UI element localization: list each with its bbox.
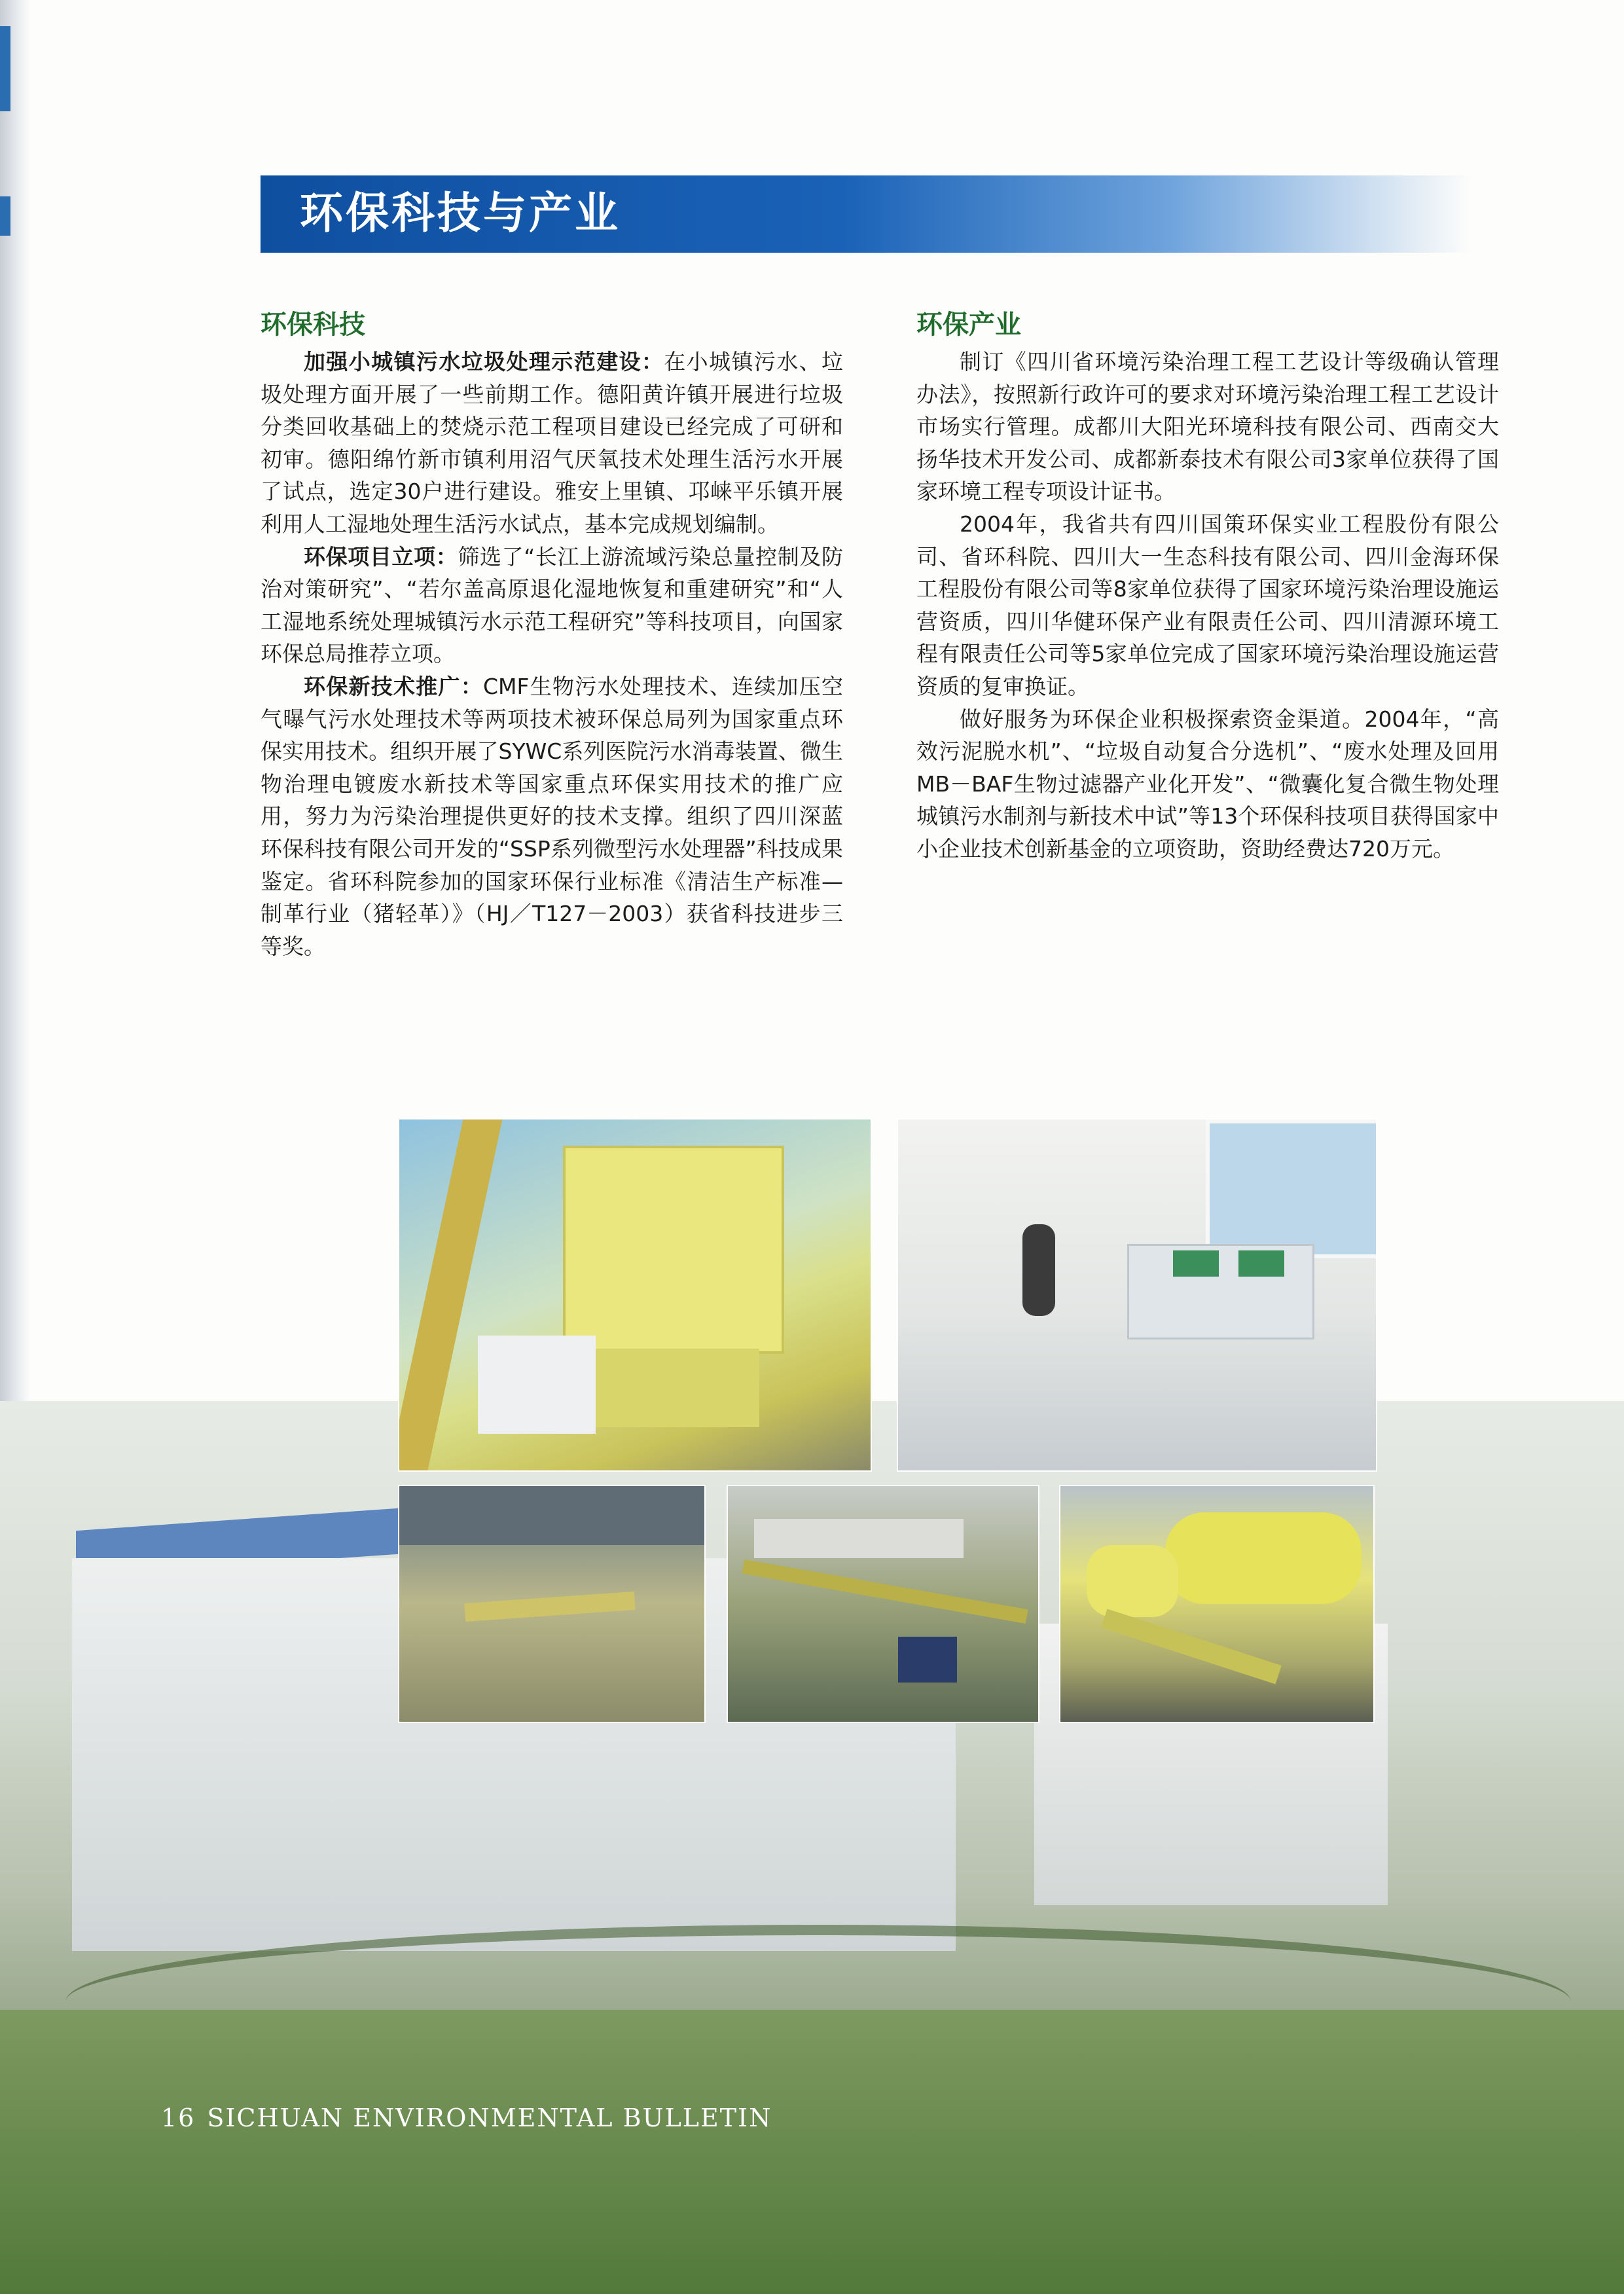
photo-conveyor-shed (398, 1485, 706, 1723)
photo-element (1127, 1244, 1314, 1339)
page-footer (161, 2102, 784, 2134)
left-heading: 环保科技 (261, 310, 365, 340)
photo-element (1206, 1120, 1377, 1258)
photo-element (464, 1592, 635, 1622)
paragraph (261, 541, 843, 670)
photo-element (1087, 1545, 1178, 1617)
right-heading: 环保产业 (916, 310, 1021, 340)
photo-element (1165, 1512, 1362, 1604)
paragraph (261, 346, 843, 541)
spine-mark (0, 26, 10, 111)
photo-element (589, 1349, 759, 1427)
section-banner (261, 175, 1471, 253)
section-title: 环保科技与产业 (300, 188, 621, 238)
photo-element (1238, 1250, 1284, 1277)
paragraph: 制订《四川省环境污染治理工程工艺设计等级确认管理办法》，按照新行政许可的要求对环境污染治理工程工艺设计市场实行管理。成都川大阳光环境科技有限公司、西南交大扬华技术开发公司、成都新泰技术有限公司3家单位获得了国家环境工程专项设计证书。 (916, 349, 1499, 505)
photo-element (754, 1519, 964, 1558)
paragraph-text: 在小城镇污水、垃圾处理方面开展了一些前期工作。德阳黄许镇开展进行垃圾分类回收基础上的焚烧示范工程项目建设已经完成了可研和初审。德阳绵竹新市镇利用沼气厌氧技术处理生活污水开展了试点，选定30户进行建设。雅安上里镇、邛崃平乐镇开展利用人工湿地处理生活污水试点，基本完成规划编制。 (261, 349, 844, 537)
paragraph: 做好服务为环保企业积极探索资金渠道。2004年，“高效污泥脱水机”、“垃圾自动复合分选机”、“废水处理及回用MB－BAF生物过滤器产业化开发”、“微囊化复合微生物处理城镇污水制剂与新技术中试”等13个环保科技项目获得国家中小企业技术创新基金的立项资助，资助经费达720万元。 (916, 706, 1499, 862)
photo-element (898, 1637, 957, 1683)
photo-control-room (897, 1118, 1377, 1472)
photo-sorting-line (727, 1485, 1039, 1723)
page-number: 16 (161, 2103, 196, 2132)
paragraph-text: CMF生物污水处理技术、连续加压空气曝气污水处理技术等两项技术被环保总局列为国家重点环保实用技术。组织开展了SYWC系列医院污水消毒装置、微生物治理电镀废水新技术等国家重点环保实用技术的推广应用，努力为污染治理提供更好的技术支撑。组织了四川深蓝环保科技有限公司开发的“SSP系列微型污水处理器”科技成果鉴定。省环科院参加的国家环保行业标准《清洁生产标准—制革行业（猪轻革）》（HJ／T127－2003）获省科技进步三等奖。 (261, 673, 843, 959)
photo-element (1173, 1250, 1219, 1277)
photo-element (1101, 1609, 1282, 1684)
photo-element (478, 1336, 596, 1434)
photo-element (742, 1559, 1028, 1624)
right-column (916, 308, 1499, 865)
photo-element (563, 1146, 784, 1354)
paragraph-lead: 环保项目立项： (304, 543, 458, 570)
paragraph: 2004年，我省共有四川国策环保实业工程股份有限公司、省环科院、四川大一生态科技有限公司、四川金海环保工程股份有限公司等8家单位获得了国家环境污染治理设施运营资质，四川华健环保产业有限责任公司、四川清源环境工程有限责任公司等5家单位完成了国家环境污染治理设施运营资质的复审换证。 (916, 511, 1499, 699)
paragraph-text: 筛选了“长江上游流域污染总量控制及防治对策研究”、“若尔盖高原退化湿地恢复和重建研究”和“人工湿地系统处理城镇污水示范工程研究”等科技项目，向国家环保总局推荐立项。 (261, 543, 843, 667)
publication-name: SICHUAN ENVIRONMENTAL BULLETIN (207, 2103, 772, 2132)
paragraph (261, 670, 843, 962)
paragraph-lead: 加强小城镇污水垃圾处理示范建设： (304, 349, 664, 374)
left-column (261, 308, 843, 962)
paragraph-lead: 环保新技术推广： (304, 673, 483, 699)
photo-element (399, 1486, 706, 1545)
photo-dust-collector (398, 1118, 872, 1472)
photo-drum-separator (1059, 1485, 1375, 1723)
background-path (65, 1925, 1571, 2079)
spine-mark (0, 196, 10, 236)
photo-element (1022, 1224, 1055, 1316)
